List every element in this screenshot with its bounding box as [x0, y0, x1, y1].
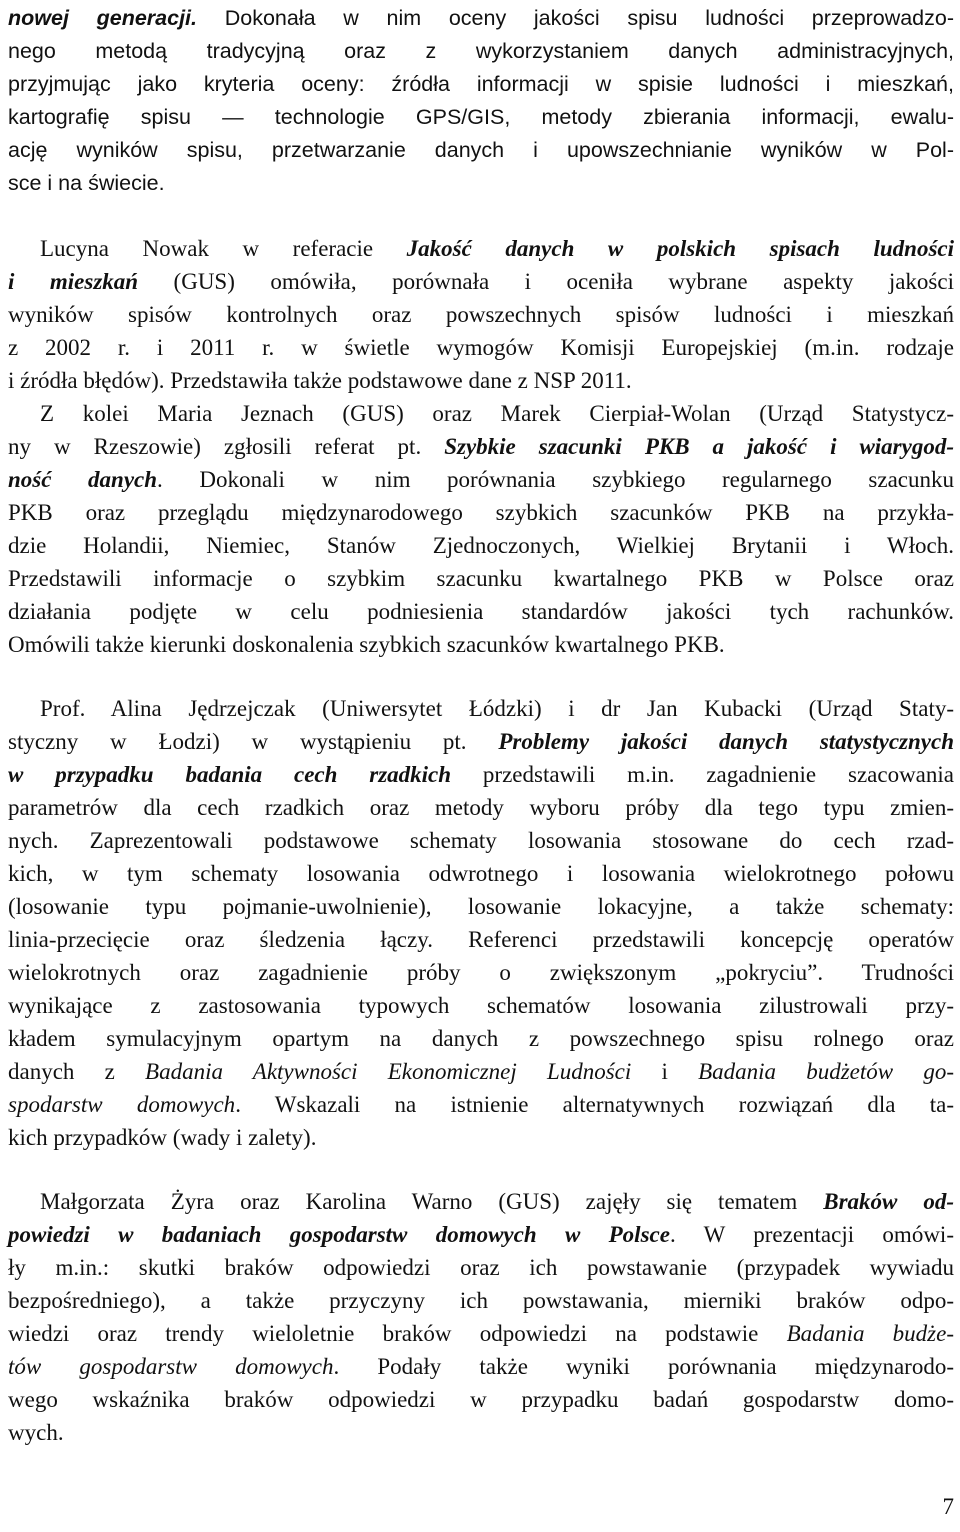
body-text: . Podały także wyniki porównania międzynarodo- [333, 1354, 954, 1379]
emphasized-text: Braków od- [823, 1189, 954, 1214]
body-text: danych z [8, 1059, 146, 1084]
text-line [8, 1121, 954, 1154]
emphasized-text: Szybkie szacunki PKB a jakość i wiarygod- [444, 434, 955, 459]
text-line [8, 430, 954, 463]
body-text: Dokonała w nim oceny jakości spisu ludności przeprowadzo- [197, 6, 955, 30]
text-line [8, 1185, 954, 1218]
body-text: . Wskazali na istnienie alternatywnych rozwiązań dla ta- [235, 1092, 954, 1117]
text-line [8, 529, 954, 562]
text-line [8, 463, 954, 496]
text-line [8, 101, 954, 134]
emphasized-text: tów gospodarstw domowych [8, 1354, 334, 1379]
emphasized-text: ność danych [8, 467, 158, 492]
emphasized-text: nowej generacji. [8, 6, 198, 30]
text-line [8, 2, 954, 35]
text-line [8, 331, 954, 364]
text-line [8, 692, 954, 725]
body-text: wyników spisów kontrolnych oraz powszechnych spisów ludności i mieszkań [8, 302, 954, 327]
text-line [8, 1317, 954, 1350]
body-text: kich przypadków (wady i zalety). [8, 1125, 317, 1150]
text-line [8, 956, 954, 989]
text-line [8, 265, 954, 298]
body-text: bezpośredniego), a także przyczyny ich powstawania, mierniki braków odpo- [8, 1288, 954, 1313]
body-text: Lucyna Nowak w referacie [40, 236, 407, 261]
body-text: wiedzi oraz trendy wieloletnie braków odpowiedzi na podstawie [8, 1321, 787, 1346]
body-text: nych. Zaprezentowali podstawowe schematy losowania stosowane do cech rzad- [8, 828, 954, 853]
text-line [8, 989, 954, 1022]
text-line [8, 397, 954, 430]
body-text: (GUS) omówiła, porównała i oceniła wybrane aspekty jakości [138, 269, 954, 294]
body-text: Przedstawili informacje o szybkim szacunku kwartalnego PKB w Polsce oraz [8, 566, 954, 591]
text-line [8, 364, 954, 397]
text-line [8, 857, 954, 890]
text-line [8, 35, 954, 68]
text-line [8, 1383, 954, 1416]
text-line [8, 824, 954, 857]
body-text: styczny w Łodzi) w wystąpieniu pt. [8, 729, 499, 754]
body-text: Omówili także kierunki doskonalenia szybkich szacunków kwartalnego PKB. [8, 632, 725, 657]
text-line [8, 1350, 954, 1383]
page-number: 7 [942, 1494, 954, 1519]
body-text: kładem symulacyjnym opartym na danych z powszechnego spisu rolnego oraz [8, 1026, 954, 1051]
body-text: przyjmując jako kryteria oceny: źródła informacji w spisie ludności i mieszkań, [8, 72, 954, 96]
text-line [8, 923, 954, 956]
body-text: ły m.in.: skutki braków odpowiedzi oraz ich powstawanie (przypadek wywiadu [8, 1255, 954, 1280]
body-text: kartografię spisu — technologie GPS/GIS, metody zbierania informacji, ewalu- [8, 105, 954, 129]
text-line [8, 595, 954, 628]
text-line [8, 298, 954, 331]
body-text: przedstawili m.in. zagadnienie szacowania [451, 762, 954, 787]
body-text: linia-przecięcie oraz śledzenia łączy. Referenci przedstawili koncepcję operatów [8, 927, 954, 952]
text-line [8, 1022, 954, 1055]
body-text: . W prezentacji omówi- [669, 1222, 954, 1247]
emphasized-text: spodarstw domowych [8, 1092, 236, 1117]
text-line [8, 890, 954, 923]
emphasized-text: Badania budżetów go- [698, 1059, 954, 1084]
body-text: Z kolei Maria Jeznach (GUS) oraz Marek Cierpiał-Wolan (Urząd Statystycz- [40, 401, 954, 426]
text-line [8, 725, 954, 758]
text-line [8, 1251, 954, 1284]
body-text: z 2002 r. i 2011 r. w świetle wymogów Komisji Europejskiej (m.in. rodzaje [8, 335, 954, 360]
emphasized-text: Problemy jakości danych statystycznych [498, 729, 954, 754]
text-line [8, 1088, 954, 1121]
body-text: i źródła błędów). Przedstawiła także podstawowe dane z NSP 2011. [8, 368, 632, 393]
body-text: wego wskaźnika braków odpowiedzi w przypadku badań gospodarstw domo- [8, 1387, 954, 1412]
text-line [8, 791, 954, 824]
text-line [8, 1416, 954, 1449]
body-text: Małgorzata Żyra oraz Karolina Warno (GUS) zajęły się tematem [40, 1189, 824, 1214]
text-line [8, 167, 954, 200]
body-text: i [631, 1059, 699, 1084]
text-line [8, 1284, 954, 1317]
text-line [8, 1218, 954, 1251]
emphasized-text: w przypadku badania cech rzadkich [8, 762, 452, 787]
body-text: ny w Rzeszowie) zgłosili referat pt. [8, 434, 445, 459]
body-text: kich, w tym schematy losowania odwrotnego i losowania wielokrotnego połowu [8, 861, 954, 886]
text-line [8, 134, 954, 167]
emphasized-text: Badania Aktywności Ekonomicznej Ludności [145, 1059, 632, 1084]
body-text: wych. [8, 1420, 64, 1445]
body-text: ację wyników spisu, przetwarzanie danych i upowszechnianie wyników w Pol- [8, 138, 954, 162]
body-text: dzie Holandii, Niemiec, Stanów Zjednoczonych, Wielkiej Brytanii i Włoch. [8, 533, 954, 558]
body-text: . Dokonali w nim porównania szybkiego regularnego szacunku [157, 467, 955, 492]
emphasized-text: powiedzi w badaniach gospodarstw domowych w Polsce [8, 1222, 670, 1247]
emphasized-text: i mieszkań [8, 269, 139, 294]
text-line [8, 758, 954, 791]
body-text: Prof. Alina Jędrzejczak (Uniwersytet Łódzki) i dr Jan Kubacki (Urząd Staty- [40, 696, 954, 721]
body-text: wielokrotnych oraz zagadnienie próby o zwiększonym „pokryciu”. Trudności [8, 960, 954, 985]
body-text: PKB oraz przeglądu międzynarodowego szybkich szacunków PKB na przykła- [8, 500, 954, 525]
body-text: (losowanie typu pojmanie-uwolnienie), losowanie lokacyjne, a także schematy: [8, 894, 954, 919]
body-text: parametrów dla cech rzadkich oraz metody wyboru próby dla tego typu zmien- [8, 795, 954, 820]
body-text: działania podjęte w celu podniesienia standardów jakości tych rachunków. [8, 599, 954, 624]
body-text: sce i na świecie. [8, 171, 165, 195]
body-text: wynikające z zastosowania typowych schematów losowania zilustrowali przy- [8, 993, 954, 1018]
body-text: nego metodą tradycyjną oraz z wykorzystaniem danych administracyjnych, [8, 39, 954, 63]
text-line [8, 232, 954, 265]
emphasized-text: Badania budże- [786, 1321, 955, 1346]
text-line [8, 1055, 954, 1088]
text-line [8, 68, 954, 101]
text-line [8, 496, 954, 529]
text-line [8, 628, 954, 661]
emphasized-text: Jakość danych w polskich spisach ludności [406, 236, 954, 261]
text-line [8, 562, 954, 595]
